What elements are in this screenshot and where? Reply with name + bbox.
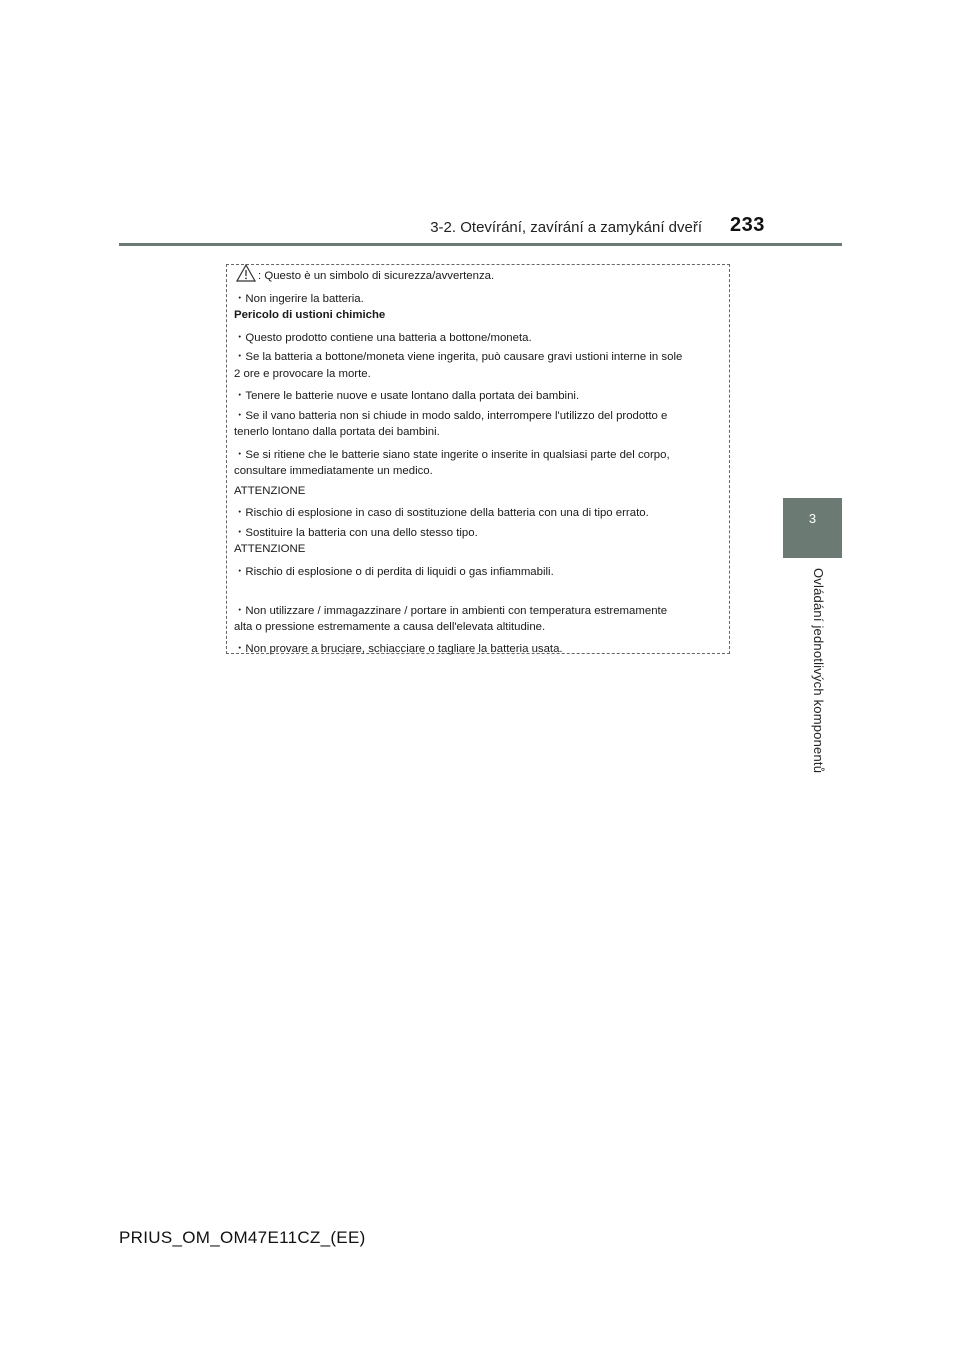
notice-line: ・Non utilizzare / immagazzinare / portare in ambienti con temperatura estremamente bbox=[234, 605, 668, 617]
notice-line: ・Rischio di esplosione in caso di sostituzione della batteria con una di tipo errato. bbox=[234, 507, 649, 519]
section-heading: 3-2. Otevírání, zavírání a zamykání dveří bbox=[430, 219, 702, 236]
notice-line: ・Sostituire la batteria con una dello stesso tipo. bbox=[234, 527, 478, 539]
chapter-tab bbox=[783, 498, 842, 558]
notice-line: ・Se si ritiene che le batterie siano state ingerite o inserite in qualsiasi parte del corpo, bbox=[234, 449, 670, 461]
notice-line: alta o pressione estremamente a causa dell'elevata altitudine. bbox=[234, 621, 546, 633]
notice-line: : Questo è un simbolo di sicurezza/avvertenza. bbox=[258, 270, 495, 282]
warning-triangle-icon bbox=[236, 264, 256, 282]
page-number: 233 bbox=[730, 214, 765, 236]
notice-line: consultare immediatamente un medico. bbox=[234, 465, 433, 477]
notice-line: tenerlo lontano dalla portata dei bambini. bbox=[234, 426, 440, 438]
notice-line: ・Se la batteria a bottone/moneta viene ingerita, può causare gravi ustioni interne in sole bbox=[234, 351, 683, 363]
notice-line: ・Non provare a bruciare, schiacciare o tagliare la batteria usata. bbox=[234, 643, 563, 655]
notice-heading: Pericolo di ustioni chimiche bbox=[234, 309, 386, 321]
notice-line: ・Se il vano batteria non si chiude in modo saldo, interrompere l'utilizzo del prodotto e bbox=[234, 410, 668, 422]
notice-line: ・Rischio di esplosione o di perdita di liquidi o gas infiammabili. bbox=[234, 566, 554, 578]
notice-line: 2 ore e provocare la morte. bbox=[234, 368, 371, 380]
notice-heading: ATTENZIONE bbox=[234, 485, 306, 497]
chapter-number: 3 bbox=[808, 511, 817, 526]
header-divider bbox=[119, 243, 842, 246]
notice-line: ・Questo prodotto contiene una batteria a bottone/moneta. bbox=[234, 332, 532, 344]
document-code: PRIUS_OM_OM47E11CZ_(EE) bbox=[119, 1228, 366, 1247]
notice-line: ・Non ingerire la batteria. bbox=[234, 293, 364, 305]
notice-line: ・Tenere le batterie nuove e usate lontano dalla portata dei bambini. bbox=[234, 390, 580, 402]
notice-heading: ATTENZIONE bbox=[234, 543, 306, 555]
chapter-title: Ovládání jednotlivých komponentů bbox=[811, 568, 826, 774]
